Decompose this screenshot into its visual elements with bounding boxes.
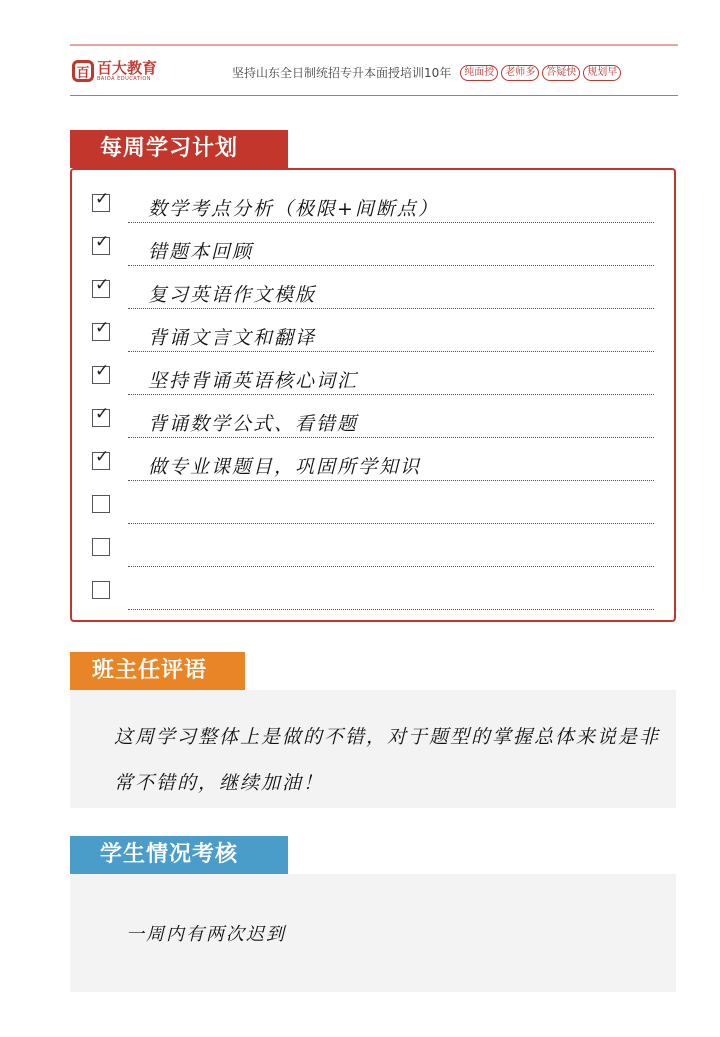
dotted-line <box>128 394 654 395</box>
plan-item <box>72 485 674 525</box>
weekly-plan-title: 每周学习计划 <box>70 130 288 168</box>
teacher-comment-text: 这周学习整体上是做的不错，对于题型的掌握总体来说是非常不错的，继续加油！ <box>114 726 661 794</box>
weekly-plan-box <box>70 168 676 622</box>
plan-item <box>72 227 674 267</box>
plan-item-text: 背诵数学公式、看错题 <box>148 413 359 435</box>
dotted-line <box>128 480 654 481</box>
plan-checkbox[interactable] <box>92 232 110 255</box>
plan-item <box>72 571 674 611</box>
plan-item-text: 复习英语作文模版 <box>148 284 317 306</box>
logo-mark: 百 <box>72 60 94 82</box>
plan-item-text: 背诵文言文和翻译 <box>148 327 317 349</box>
plan-item <box>72 399 674 439</box>
plan-item-text: 做专业课题目，巩固所学知识 <box>148 456 422 478</box>
badge-answers: 答疑快 <box>542 65 580 81</box>
plan-checkbox[interactable] <box>92 538 110 556</box>
check-icon: ✓ <box>95 318 110 338</box>
plan-checkbox[interactable] <box>92 447 110 470</box>
badge-face-to-face: 纯面授 <box>460 65 498 81</box>
slogan-text: 坚持山东全日制统招专升本面授培训10年 <box>232 66 452 80</box>
check-icon: ✓ <box>95 404 110 424</box>
logo-english: BAIDA EDUCATION <box>97 75 151 82</box>
plan-item <box>72 442 674 482</box>
header-slogan <box>232 64 621 81</box>
logo <box>72 59 157 83</box>
plan-item-text: 数学考点分析（极限+间断点） <box>148 198 439 220</box>
check-icon: ✓ <box>95 232 110 252</box>
badge-planning: 规划早 <box>583 65 621 81</box>
check-icon: ✓ <box>95 447 110 467</box>
plan-item-text: 坚持背诵英语核心词汇 <box>148 370 359 392</box>
plan-item-text: 错题本回顾 <box>148 241 254 263</box>
check-icon: ✓ <box>95 189 110 209</box>
header-divider <box>70 95 678 96</box>
student-assessment-text: 一周内有两次迟到 <box>126 924 286 945</box>
plan-item <box>72 356 674 396</box>
badge-teachers: 老师多 <box>501 65 539 81</box>
dotted-line <box>128 308 654 309</box>
dotted-line <box>128 566 654 567</box>
dotted-line <box>128 222 654 223</box>
plan-item <box>72 528 674 568</box>
plan-checkbox[interactable] <box>92 318 110 341</box>
dotted-line <box>128 523 654 524</box>
plan-checkbox[interactable] <box>92 404 110 427</box>
student-assessment-title: 学生情况考核 <box>70 836 288 874</box>
top-divider <box>70 44 678 46</box>
check-icon: ✓ <box>95 275 110 295</box>
logo-name: 百大教育 <box>97 58 158 77</box>
dotted-line <box>128 437 654 438</box>
teacher-comment-box <box>70 690 676 808</box>
teacher-comment-title: 班主任评语 <box>70 652 245 690</box>
dotted-line <box>128 351 654 352</box>
check-icon: ✓ <box>95 361 110 381</box>
plan-item <box>72 184 674 224</box>
dotted-line <box>128 609 654 610</box>
plan-checkbox[interactable] <box>92 189 110 212</box>
plan-checkbox[interactable] <box>92 275 110 298</box>
plan-checkbox[interactable] <box>92 361 110 384</box>
plan-checkbox[interactable] <box>92 581 110 599</box>
plan-item <box>72 313 674 353</box>
plan-checkbox[interactable] <box>92 495 110 513</box>
student-assessment-box <box>70 874 676 992</box>
plan-item <box>72 270 674 310</box>
dotted-line <box>128 265 654 266</box>
